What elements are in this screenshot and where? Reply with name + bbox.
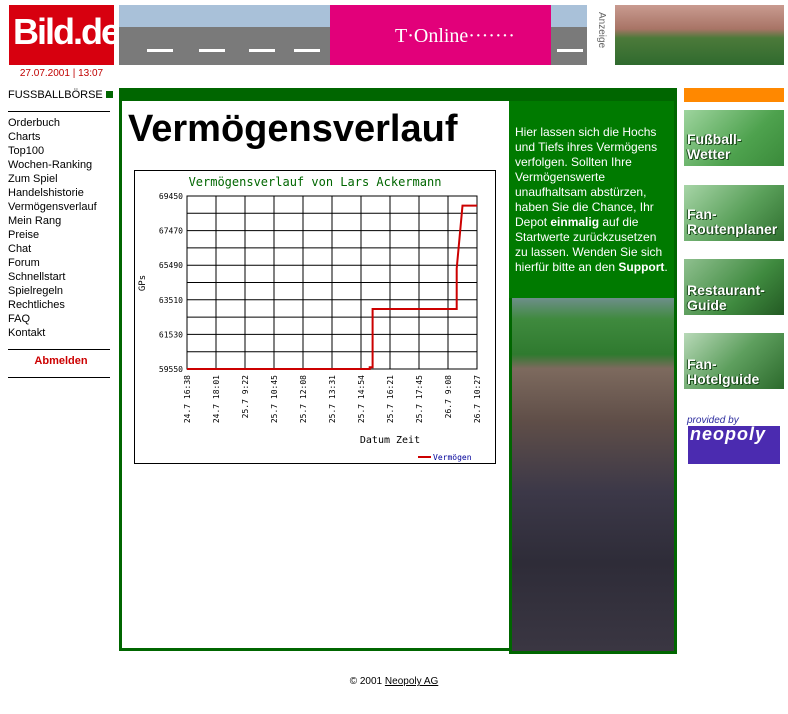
- date-time: 27.07.2001 | 13:07: [19, 68, 104, 79]
- support-link[interactable]: Support: [618, 260, 665, 274]
- x-tick-label: 25.7 14:54: [357, 375, 366, 424]
- nav-divider: [8, 111, 110, 112]
- y-tick-label: 61530: [158, 330, 183, 340]
- nav-item-schnellstart[interactable]: Schnellstart: [8, 271, 66, 283]
- page-title: Vermögensverlauf: [128, 108, 458, 150]
- info-text: [515, 125, 671, 275]
- nav-item-kontakt[interactable]: Kontakt: [8, 327, 46, 339]
- t-online-logo: T·Online·······: [395, 25, 515, 47]
- logout-link[interactable]: Abmelden: [34, 355, 88, 367]
- neopoly-logo-text: neopoly: [690, 424, 767, 444]
- provided-by-label: provided by: [687, 415, 739, 426]
- chart-title: Vermögensverlauf von Lars Ackermann: [188, 175, 442, 189]
- info-box: [509, 101, 677, 298]
- x-tick-label: 25.7 12:08: [299, 375, 308, 424]
- bild-logo[interactable]: [9, 5, 120, 65]
- nav-item-rechtliches[interactable]: Rechtliches: [8, 299, 65, 311]
- y-tick-label: 63510: [158, 295, 183, 305]
- content-frame-top-bar: [119, 88, 677, 102]
- nav-item-faq[interactable]: FAQ: [8, 313, 31, 325]
- road-lane-mark: [147, 49, 173, 52]
- t-online-banner-ad[interactable]: [119, 5, 587, 65]
- copyright: © 2001: [349, 676, 383, 687]
- road-lane-mark: [294, 49, 320, 52]
- info-text-part: auf die Startwerte zurückzusetzen zu lassen. Wenden Sie sich hierfür bitte an den: [515, 215, 663, 274]
- promo-fussball-wetter[interactable]: [684, 110, 784, 166]
- info-text-part: Hier lassen sich die Hochs und Tiefs ihres Vermögens verfolgen. Sollten Ihre Vermögenswerte unaufhaltsam abstürzen, haben Sie die Chance, Ihr Depot: [515, 125, 658, 229]
- promo-fan-routenplaner[interactable]: [684, 185, 784, 241]
- promo-restaurant-guide[interactable]: [684, 259, 784, 315]
- ad-label: Anzeige: [596, 12, 607, 49]
- neopoly-logo[interactable]: [688, 426, 780, 464]
- x-tick-label: 25.7 10:45: [270, 375, 279, 424]
- x-tick-label: 26.7 9:08: [444, 375, 453, 419]
- stadium-ad-image[interactable]: [615, 5, 784, 65]
- nav-item-preise[interactable]: Preise: [8, 229, 40, 241]
- nav-item-spielregeln[interactable]: Spielregeln: [8, 285, 64, 297]
- x-tick-label: 26.7 10:27: [473, 375, 482, 424]
- x-tick-label: 25.7 9:22: [241, 375, 250, 419]
- nav-item-forum[interactable]: Forum: [8, 257, 40, 269]
- info-text-part: .: [664, 260, 668, 274]
- neopoly-link[interactable]: Neopoly AG: [384, 676, 439, 687]
- nav-item-orderbuch[interactable]: Orderbuch: [8, 117, 60, 129]
- nav-item-handelshistorie[interactable]: Handelshistorie: [8, 187, 84, 199]
- x-tick-label: 25.7 13:31: [328, 375, 337, 424]
- y-tick-label: 65490: [158, 261, 183, 271]
- nav-item-vermoegensverlauf[interactable]: Vermögensverlauf: [8, 201, 97, 213]
- road-lane-mark: [249, 49, 275, 52]
- promo-label: Fan- Hotelguide: [687, 356, 760, 387]
- promo-fan-hotelguide[interactable]: [684, 333, 784, 389]
- nav-item-zum-spiel[interactable]: Zum Spiel: [8, 173, 58, 185]
- x-tick-label: 25.7 17:45: [415, 375, 424, 424]
- stadium-crowd-photo: [509, 298, 677, 654]
- nav-title-text: FUSSBALLBÖRSE: [8, 89, 103, 101]
- nav-item-wochen-ranking[interactable]: Wochen-Ranking: [8, 159, 93, 171]
- x-tick-label: 24.7 18:01: [212, 375, 221, 424]
- info-text-bold-einmalig: einmalig: [550, 215, 600, 229]
- legend-label: Vermögen: [433, 453, 472, 462]
- right-column-orange-bar: [684, 88, 784, 102]
- x-tick-label: 25.7 16:21: [386, 375, 395, 424]
- road-lane-mark: [557, 49, 583, 52]
- logo-text: Bild.de: [13, 11, 120, 52]
- y-axis-label: GPs: [138, 274, 148, 292]
- nav-item-charts[interactable]: Charts: [8, 131, 41, 143]
- x-axis-label: Datum Zeit: [359, 435, 421, 446]
- green-square-icon: [106, 91, 113, 98]
- road-lane-mark: [199, 49, 225, 52]
- footer: [0, 676, 788, 687]
- wealth-chart: [134, 170, 496, 464]
- y-tick-label: 69450: [158, 192, 183, 201]
- nav-item-chat[interactable]: Chat: [8, 243, 32, 255]
- nav-divider: [8, 377, 110, 378]
- promo-label: Restaurant- Guide: [687, 282, 765, 313]
- chart-svg: [135, 171, 495, 463]
- promo-label: Fußball- Wetter: [687, 131, 742, 162]
- nav-item-mein-rang[interactable]: Mein Rang: [8, 215, 62, 227]
- promo-label: Fan- Routenplaner: [687, 206, 778, 237]
- nav-item-top100[interactable]: Top100: [8, 145, 45, 157]
- x-tick-label: 24.7 16:38: [183, 375, 192, 424]
- nav-divider: [8, 349, 110, 350]
- y-tick-label: 67470: [158, 226, 183, 236]
- y-tick-label: 59550: [158, 365, 183, 374]
- nav-title: [8, 89, 113, 101]
